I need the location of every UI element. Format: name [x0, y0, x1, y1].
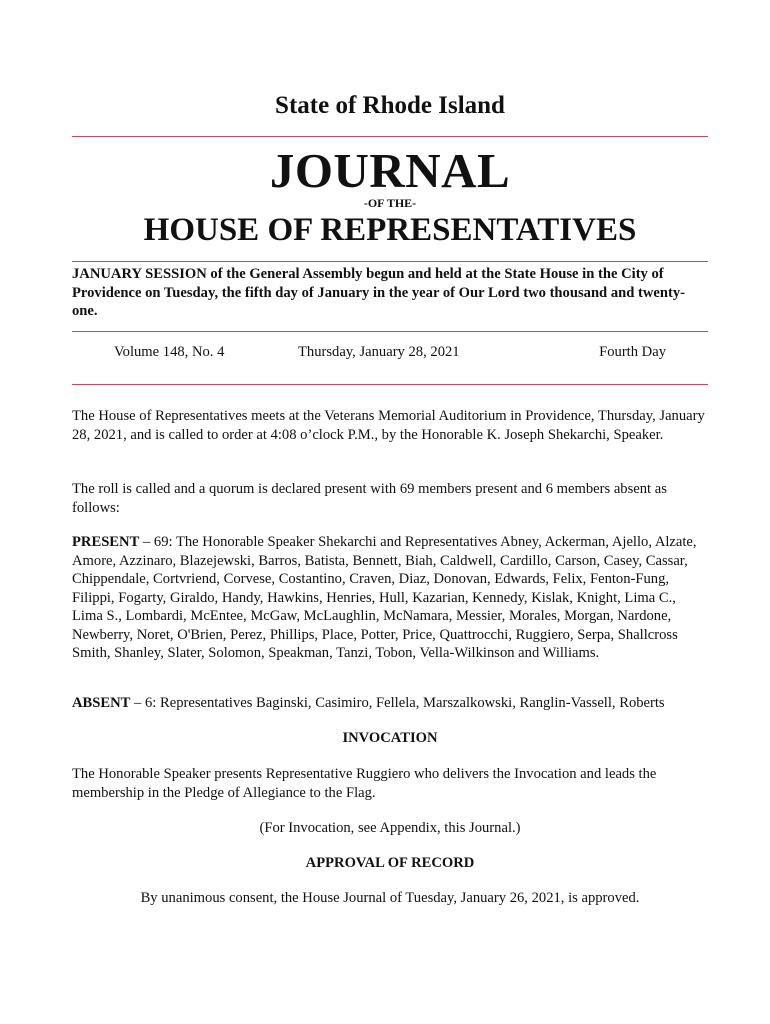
absent-paragraph [72, 694, 708, 713]
header-rule-top [72, 136, 708, 137]
approval-heading: APPROVAL OF RECORD [305, 855, 475, 871]
journal-title: JOURNAL [269, 143, 511, 198]
session-day: Fourth Day [599, 344, 666, 360]
present-paragraph [72, 533, 708, 663]
invocation-paragraph: The Honorable Speaker presents Representative Ruggiero who delivers the Invocation and leads the membership in the Pledge of Allegiance to the Flag. [72, 766, 657, 801]
present-label: PRESENT [72, 534, 140, 550]
present-list: – 69: The Honorable Speaker Shekarchi and Representatives Abney, Ackerman, Ajello, Alzate, Amore, Azzinaro, Blazejewski, Barros, Batista, Bennett, Biah, Caldwell, Cardillo, Carson, Casey, Cassar, Chippendale, Cortvriend, Corvese, Costantino, Craven, Diaz, Donovan, Edwards, Felix, Fenton-Fung, Filippi, Fogarty, Giraldo, Handy, Hawkins, Henries, Hull, Kazarian, Kennedy, Kislak, Knight, Lima C., Lima S., Lombardi, McEntee, McGaw, McLaughlin, McNamara, Messier, Morales, Morgan, Nardone, Newberry, Noret, O'Brien, Perez, Phillips, Place, Potter, Price, Quattrocchi, Ruggiero, Serpa, Shallcross Smith, Shanley, Slater, Solomon, Speakman, Tanzi, Tobon, Vella-Wilkinson and Williams. [72, 534, 697, 661]
absent-list: – 6: Representatives Baginski, Casimiro, Fellela, Marszalkowski, Ranglin-Vassell, Roberts [130, 695, 665, 711]
of-the-label: -OF THE- [363, 196, 417, 210]
header-rule-bottom [72, 261, 708, 262]
invocation-heading: INVOCATION [342, 730, 438, 746]
house-title: HOUSE OF REPRESENTATIVES [143, 212, 637, 248]
session-rule [72, 331, 708, 332]
opening-paragraph: The House of Representatives meets at the Veterans Memorial Auditorium in Providence, Thursday, January 28, 2021, and is called to order at 4:08 o’clock P.M., by the Honorable K. Joseph Shekarchi, Speaker. [72, 408, 705, 443]
volume-number: Volume 148, No. 4 [114, 344, 225, 360]
roll-call-paragraph: The roll is called and a quorum is declared present with 69 members present and 6 members absent as follows: [72, 481, 667, 516]
session-description: JANUARY SESSION of the General Assembly begun and held at the State House in the City of Providence on Tuesday, the fifth day of January in the year of Our Lord two thousand and twenty-one. [72, 266, 686, 319]
absent-label: ABSENT [72, 695, 131, 711]
meta-rule [72, 384, 708, 385]
approval-paragraph: By unanimous consent, the House Journal of Tuesday, January 26, 2021, is approved. [140, 890, 640, 906]
journal-date: Thursday, January 28, 2021 [298, 344, 460, 360]
invocation-note: (For Invocation, see Appendix, this Journal.) [259, 820, 521, 836]
state-title: State of Rhode Island [275, 92, 505, 119]
